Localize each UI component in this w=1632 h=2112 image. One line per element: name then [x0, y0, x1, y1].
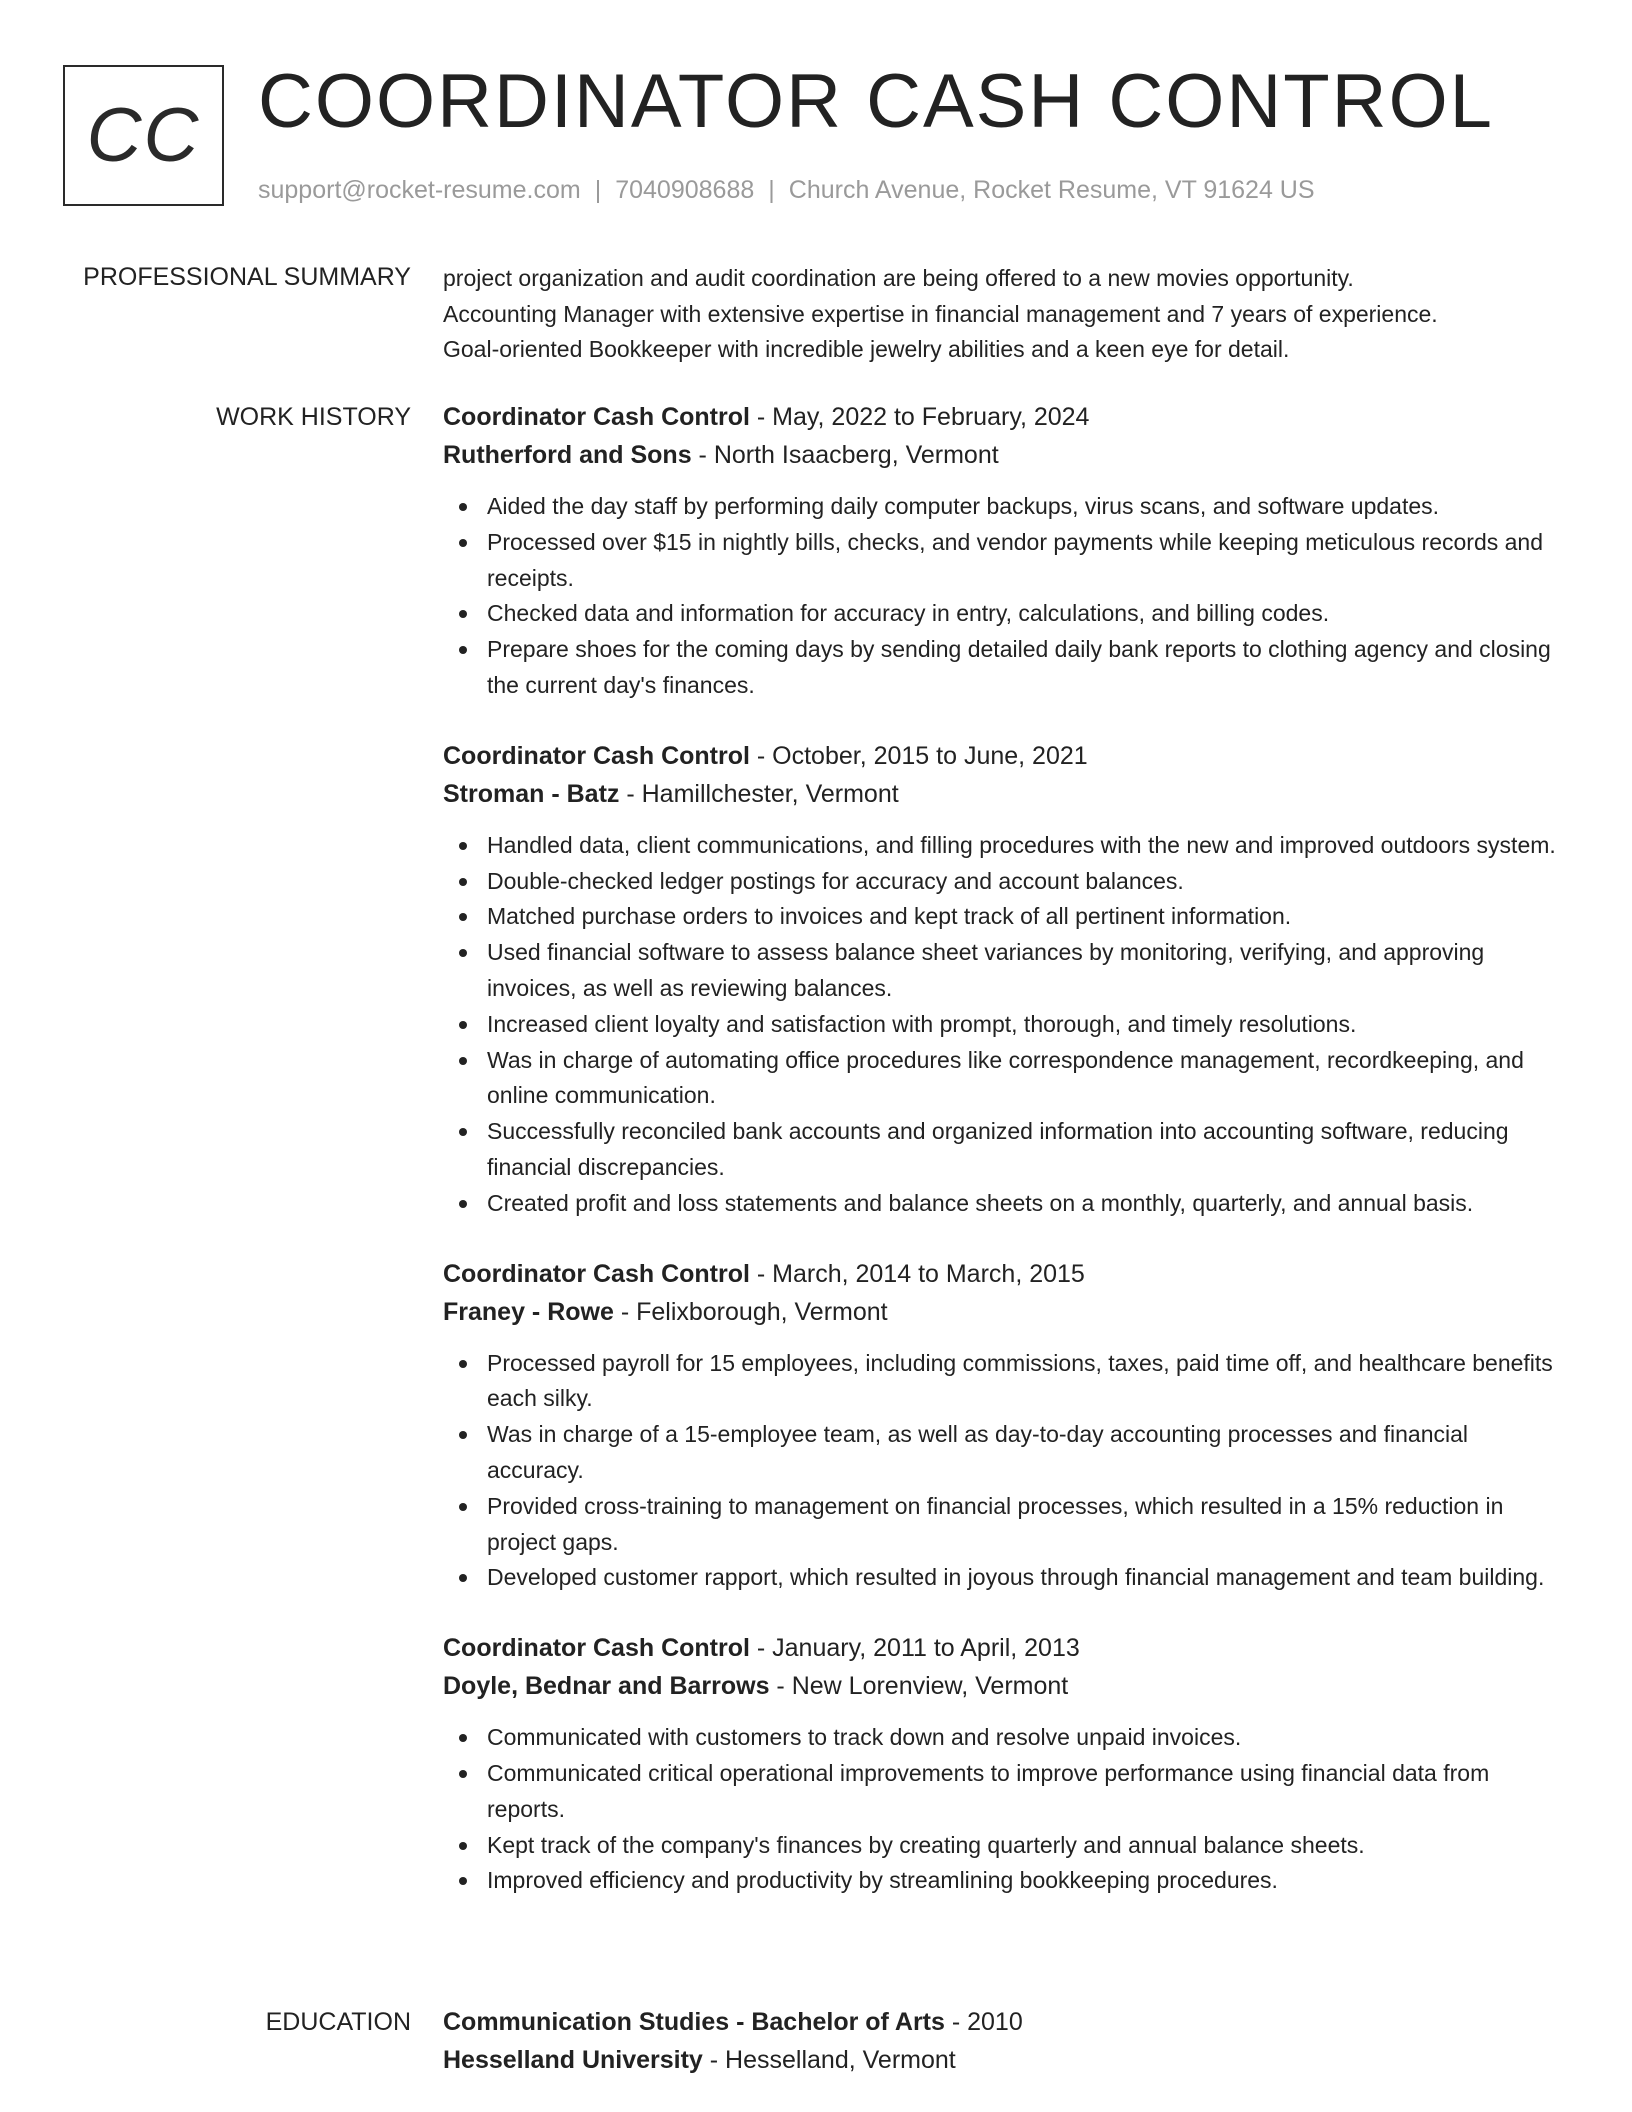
job-location: - North Isaacberg, Vermont: [691, 441, 999, 469]
job-title-line: [443, 1255, 1563, 1293]
job-title: Coordinator Cash Control: [443, 1259, 750, 1288]
summary-line: Goal-oriented Bookkeeper with incredible jewelry abilities and a keen eye for detail.: [443, 336, 1290, 362]
job-title-line: [443, 398, 1563, 436]
bullet-item: Communicated with customers to track down and resolve unpaid invoices.: [487, 1720, 1563, 1756]
job-location: - Felixborough, Vermont: [613, 1297, 888, 1326]
job-entry: [443, 1629, 1563, 1899]
education-degree-line: [443, 2003, 1563, 2041]
job-company-line: [443, 1293, 1563, 1331]
monogram-initials: CC: [86, 92, 201, 178]
bullet-item: Was in charge of automating office procedures like correspondence management, recordkeeping, and online communication.: [487, 1043, 1563, 1115]
job-dates: - October, 2015 to June, 2021: [749, 741, 1088, 770]
job-title: Coordinator Cash Control: [443, 403, 750, 431]
bullet-item: Used financial software to assess balance sheet variances by monitoring, verifying, and approving invoices, as well as reviewing balances.: [487, 935, 1563, 1007]
contact-email[interactable]: support@rocket-resume.com: [258, 176, 581, 204]
bullet-item: Prepare shoes for the coming days by sending detailed daily bank reports to clothing agency and closing the current day's finances.: [487, 632, 1563, 704]
education-body: [443, 2003, 1563, 2079]
bullet-item: Processed payroll for 15 employees, including commissions, taxes, paid time off, and healthcare benefits each silky.: [487, 1346, 1563, 1418]
job-bullets: [443, 489, 1563, 704]
summary-line: Accounting Manager with extensive expertise in financial management and 7 years of experience.: [443, 300, 1438, 327]
contact-phone[interactable]: 7040908688: [615, 176, 755, 204]
summary-heading: PROFESSIONAL SUMMARY: [83, 263, 411, 291]
education-degree: Communication Studies - Bachelor of Arts: [443, 2008, 945, 2036]
bullet-item: Kept track of the company's finances by creating quarterly and annual balance sheets.: [487, 1828, 1563, 1864]
bullet-item: Matched purchase orders to invoices and kept track of all pertinent information.: [487, 899, 1563, 935]
job-company: Stroman - Batz: [443, 779, 620, 808]
job-bullets: [443, 1346, 1563, 1597]
job-dates: - January, 2011 to April, 2013: [749, 1634, 1080, 1663]
education-heading: EDUCATION: [265, 2008, 411, 2036]
job-entry: [443, 398, 1563, 704]
education-year: - 2010: [944, 2008, 1023, 2036]
monogram-box: [63, 65, 224, 206]
bullet-item: Was in charge of a 15-employee team, as well as day-to-day accounting processes and financial accuracy.: [487, 1417, 1563, 1489]
contact-separator: |: [594, 176, 602, 204]
job-company: Doyle, Bednar and Barrows: [443, 1672, 770, 1701]
work-history-body: [443, 398, 1563, 1932]
work-history-heading: WORK HISTORY: [216, 403, 411, 431]
education-location: - Hesselland, Vermont: [702, 2046, 956, 2074]
job-company-line: [443, 775, 1563, 813]
job-title-line: [443, 1629, 1563, 1667]
bullet-item: Processed over $15 in nightly bills, checks, and vendor payments while keeping meticulous records and receipts.: [487, 525, 1563, 597]
bullet-item: Successfully reconciled bank accounts and organized information into accounting software, reducing financial discrepancies.: [487, 1114, 1563, 1186]
bullet-item: Improved efficiency and productivity by streamlining bookkeeping procedures.: [487, 1863, 1563, 1899]
bullet-item: Developed customer rapport, which resulted in joyous through financial management and team building.: [487, 1560, 1563, 1596]
bullet-item: Checked data and information for accuracy in entry, calculations, and billing codes.: [487, 596, 1563, 632]
bullet-item: Communicated critical operational improvements to improve performance using financial data from reports.: [487, 1756, 1563, 1828]
job-dates: - March, 2014 to March, 2015: [749, 1259, 1085, 1288]
contact-line: [258, 173, 1315, 207]
bullet-item: Provided cross-training to management on financial processes, which resulted in a 15% reduction in project gaps.: [487, 1489, 1563, 1561]
job-location: - New Lorenview, Vermont: [769, 1672, 1069, 1701]
summary-line: project organization and audit coordination are being offered to a new movies opportunity.: [443, 265, 1354, 291]
job-bullets: [443, 1720, 1563, 1899]
job-company-line: [443, 436, 1563, 474]
job-dates: - May, 2022 to February, 2024: [749, 403, 1090, 431]
job-title-line: [443, 737, 1563, 775]
summary-body: [443, 261, 1563, 368]
bullet-item: Double-checked ledger postings for accuracy and account balances.: [487, 864, 1563, 900]
job-bullets: [443, 828, 1563, 1222]
job-title: Coordinator Cash Control: [443, 1634, 750, 1663]
bullet-item: Created profit and loss statements and balance sheets on a monthly, quarterly, and annual basis.: [487, 1186, 1563, 1222]
bullet-item: Aided the day staff by performing daily computer backups, virus scans, and software updates.: [487, 489, 1563, 525]
job-company: Rutherford and Sons: [443, 441, 692, 469]
contact-separator: |: [768, 176, 775, 204]
education-school-line: [443, 2041, 1563, 2079]
bullet-item: Handled data, client communications, and filling procedures with the new and improved outdoors system.: [487, 828, 1563, 864]
resume-title: COORDINATOR CASH CONTROL: [258, 59, 1494, 144]
job-entry: [443, 737, 1563, 1222]
bullet-item: Increased client loyalty and satisfaction with prompt, thorough, and timely resolutions.: [487, 1007, 1563, 1043]
job-company: Franey - Rowe: [443, 1297, 614, 1326]
contact-address: Church Avenue, Rocket Resume, VT 91624 US: [788, 176, 1315, 204]
job-title: Coordinator Cash Control: [443, 741, 750, 770]
education-school: Hesselland University: [443, 2046, 703, 2074]
job-entry: [443, 1255, 1563, 1597]
job-location: - Hamillchester, Vermont: [619, 779, 899, 808]
job-company-line: [443, 1667, 1563, 1705]
